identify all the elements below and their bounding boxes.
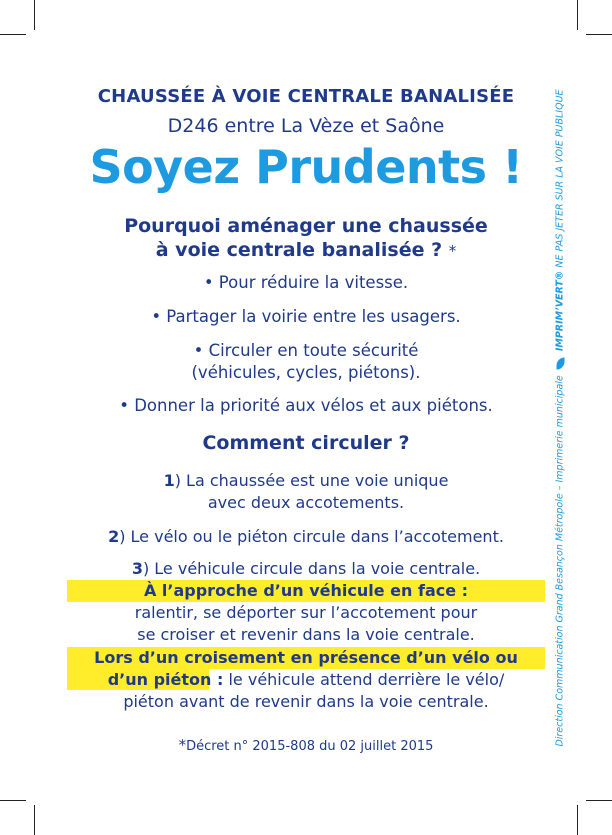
approach-instruction-heading: À l’approche d’un véhicule en face : <box>143 581 469 600</box>
step-number: 1 <box>163 471 175 490</box>
crop-mark <box>577 805 578 835</box>
location-subtitle: D246 entre La Vèze et Saône <box>167 115 445 137</box>
bullet-share-road: • Partager la voirie entre les usagers. <box>151 307 461 326</box>
how-section-title: Comment circuler ? <box>202 432 410 454</box>
step-number: 3 <box>131 559 143 578</box>
crop-mark <box>586 800 612 801</box>
step-3: 3) Le véhicule circule dans la voie centrale. <box>131 559 481 578</box>
crop-mark <box>34 805 35 835</box>
bullet-safety: • Circuler en toute sécurité <box>193 341 419 360</box>
bullet-safety-detail: (véhicules, cycles, piétons). <box>191 363 421 382</box>
why-section-title <box>0 214 612 263</box>
page-title: Soyez Prudents ! <box>89 140 523 194</box>
crossing-instruction-line2: d’un piéton : le véhicule attend derrière le vélo/ <box>107 670 505 689</box>
step-1-continued: avec deux accotements. <box>207 493 405 512</box>
credits-text: Direction Communication Grand Besançon Métropole – Imprimerie municipale <box>554 375 566 747</box>
step-number: 2 <box>108 527 120 546</box>
leaf-icon <box>556 357 564 369</box>
side-credits <box>555 89 566 746</box>
bullet-reduce-speed: • Pour réduire la vitesse. <box>203 273 409 292</box>
step-2: 2) Le vélo ou le piéton circule dans l’accotement. <box>108 527 504 546</box>
litter-notice: NE PAS JETER SUR LA VOIE PUBLIQUE <box>554 89 566 268</box>
bullet-priority: • Donner la priorité aux vélos et aux piétons. <box>119 396 493 415</box>
step-1: 1) La chaussée est une voie unique <box>163 471 449 490</box>
why-title-line2: à voie centrale banalisée ? * <box>155 239 457 261</box>
crop-mark <box>34 0 35 30</box>
crossing-instruction-heading: Lors d’un croisement en présence d’un vélo ou <box>94 648 518 667</box>
crop-mark <box>0 34 26 35</box>
footnote-star: * <box>448 242 457 260</box>
crop-mark <box>586 34 612 35</box>
approach-instruction-line1: ralentir, se déporter sur l’accotement pour <box>134 603 478 622</box>
road-type-heading: CHAUSSÉE À VOIE CENTRALE BANALISÉE <box>97 86 515 107</box>
approach-instruction-line2: se croiser et revenir dans la voie centrale. <box>137 625 475 644</box>
why-title-line1: Pourquoi aménager une chaussée <box>124 215 488 237</box>
crop-mark <box>0 800 26 801</box>
imprim-vert-label: IMPRIM’VERT® <box>554 270 566 352</box>
decree-footnote: *Décret n° 2015-808 du 02 juillet 2015 <box>178 736 434 754</box>
crop-mark <box>577 0 578 30</box>
crossing-instruction-line3: piéton avant de revenir dans la voie centrale. <box>123 692 489 711</box>
